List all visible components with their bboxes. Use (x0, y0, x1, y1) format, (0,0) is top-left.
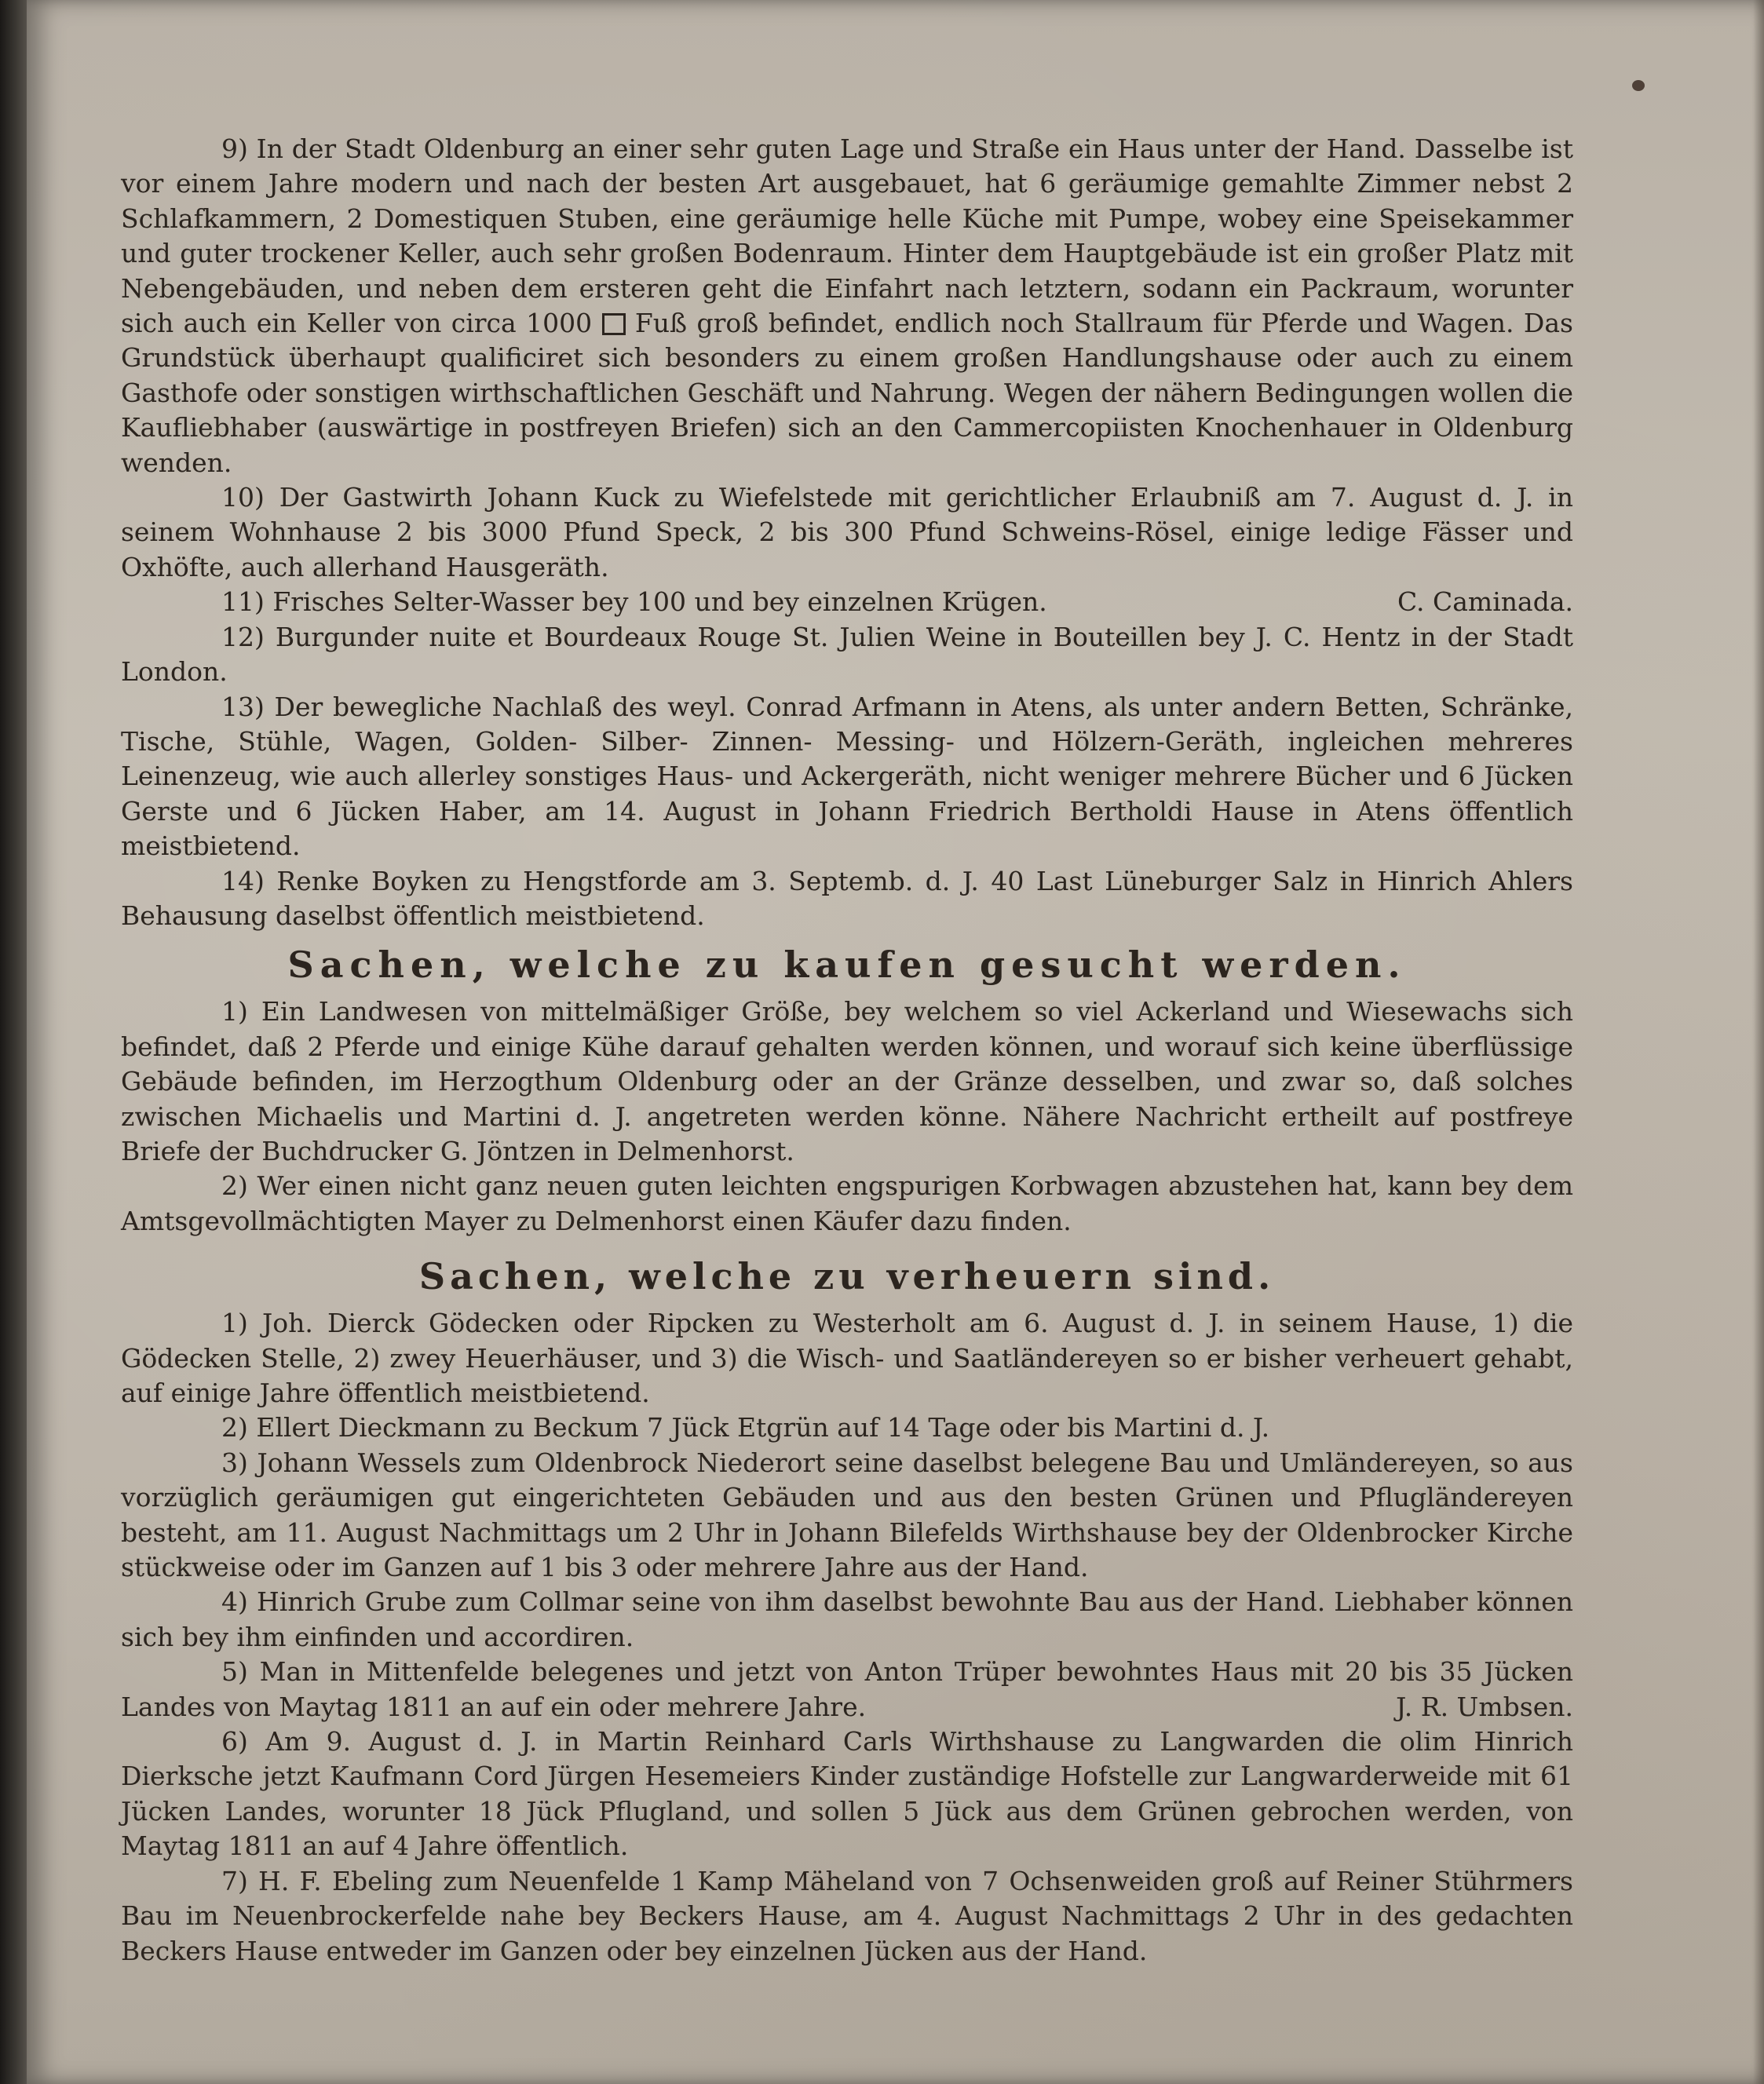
listing-text: 3) Johann Wessels zum Oldenbrock Niederort seine daselbst belegene Bau und Umländereyen, so aus vorzüglich geräumigen gut eingerichteten Gebäuden und aus den besten Grünen und Pflugländereyen besteht, am 11. August Nachmittags um 2 Uhr in Johann Bilefelds Wirthshause bey der Oldenbrocker Kirche stückweise oder im Ganzen auf 1 bis 3 oder mehrere Jahre aus der Hand. (121, 1447, 1573, 1583)
listing-wanted-1 (121, 995, 1573, 1169)
listing-rent-4 (121, 1585, 1573, 1655)
listing-rent-6 (121, 1725, 1573, 1864)
previous-page-edge (0, 0, 27, 2084)
listing-text: 1) Joh. Dierck Gödecken oder Ripcken zu Westerholt am 6. August d. J. in seinem Hause, 1) die Gödecken Stelle, 2) zwey Heuerhäuser, und 3) die Wisch- und Saatländereyen so er bisher verheuert gehabt, auf einige Jahre öffentlich meistbietend. (121, 1308, 1573, 1408)
section-heading-rent: Sachen, welche zu verheuern sind. (418, 1255, 1276, 1298)
listing-rent-7 (121, 1864, 1573, 1969)
listing-text: 7) H. F. Ebeling zum Neuenfelde 1 Kamp Mäheland von 7 Ochsenweiden groß auf Reiner Stührmers Bau im Neuenbrockerfelde nahe bey Beckers Hause, am 4. August Nachmittags 2 Uhr in des gedachten Beckers Hause entweder im Ganzen oder bey einzelnen Jücken aus der Hand. (121, 1865, 1573, 1966)
listing-text: 12) Burgunder nuite et Bourdeaux Rouge St. Julien Weine in Bouteillen bey J. C. Hentz in der Stadt London. (121, 621, 1573, 688)
listing-sale-11 (121, 585, 1573, 619)
listing-text: 5) Man in Mittenfelde belegenes und jetzt von Anton Trüper bewohntes Haus mit 20 bis 35 Jücken Landes von Maytag 1811 an auf ein oder mehrere Jahre. (121, 1656, 1573, 1722)
listing-sale-13 (121, 690, 1573, 864)
listing-text: 10) Der Gastwirth Johann Kuck zu Wiefelstede mit gerichtlicher Erlaubniß am 7. August d. J. in seinem Wohnhause 2 bis 3000 Pfund Speck, 2 bis 300 Pfund Schweins-Rösel, einige ledige Fässer und Oxhöfte, auch allerhand Hausgeräth. (121, 482, 1573, 582)
page-text (121, 132, 1573, 1969)
listing-signature: J. R. Umbsen. (1396, 1691, 1573, 1722)
listing-text: 6) Am 9. August d. J. in Martin Reinhard Carls Wirthshause zu Langwarden die olim Hinrich Dierksche jetzt Kaufmann Cord Jürgen Hesemeiers Kinder zuständige Hofstelle zur Langwarderweide mit 61 Jücken Landes, worunter 18 Jück Pflugland, und sollen 5 Jück aus dem Grünen gebrochen werden, von Maytag 1811 an auf 4 Jahre öffentlich. (121, 1726, 1573, 1862)
listing-text: 4) Hinrich Grube zum Collmar seine von ihm daselbst bewohnte Bau aus der Hand. Liebhaber können sich bey ihm einfinden und accordiren. (121, 1586, 1573, 1652)
listing-text: 11) Frisches Selter-Wasser bey 100 und bey einzelnen Krügen. (221, 586, 1047, 618)
listing-text-continued: Fuß groß befindet, endlich noch Stallraum für Pferde und Wagen. Das Grundstück überhaupt qualificiret sich besonders zu einem großen Handlungshause oder auch zu einem Gasthofe oder sonstigen wirthschaftlichen Geschäft und Nahrung. Wegen der nähern Bedingungen wollen die Kaufliebhaber (auswärtige in postfreyen Briefen) sich an den Cammercopiisten Knochenhauer in Oldenburg wenden. (121, 308, 1573, 478)
listing-text: 2) Wer einen nicht ganz neuen guten leichten engspurigen Korbwagen abzustehen hat, kann bey dem Amtsgevollmächtigten Mayer zu Delmenhorst einen Käufer dazu finden. (121, 1170, 1573, 1236)
listing-rent-2 (121, 1411, 1573, 1445)
listing-text: 2) Ellert Dieckmann zu Beckum 7 Jück Etgrün auf 14 Tage oder bis Martini d. J. (221, 1412, 1270, 1443)
listing-sale-14 (121, 864, 1573, 934)
listing-text: 1) Ein Landwesen von mittelmäßiger Größe, bey welchem so viel Ackerland und Wiesewachs sich befindet, daß 2 Pferde und einige Kühe darauf gehalten werden können, und worauf sich keine überflüssige Gebäude befinden, im Herzogthum Oldenburg oder an der Gränze desselben, und zwar so, daß solches zwischen Michaelis und Martini d. J. angetreten werden könne. Nähere Nachricht ertheilt auf postfreye Briefe der Buchdrucker G. Jöntzen in Delmenhorst. (121, 996, 1573, 1166)
listing-text: 13) Der bewegliche Nachlaß des weyl. Conrad Arfmann in Atens, als unter andern Betten, Schränke, Tische, Stühle, Wagen, Golden- Silber- Zinnen- Messing- und Hölzern-Geräth, ingleichen mehreres Leinenzeug, wie auch allerley sonstiges Haus- und Ackergeräth, nicht weniger mehrere Bücher und 6 Jücken Gerste und 6 Jücken Haber, am 14. August in Johann Friedrich Bertholdi Hause in Atens öffentlich meistbietend. (121, 691, 1573, 862)
listing-sale-9 (121, 132, 1573, 480)
listing-sale-10 (121, 480, 1573, 585)
square-symbol (602, 313, 626, 335)
listing-text: 9) In der Stadt Oldenburg an einer sehr guten Lage und Straße ein Haus unter der Hand. Dasselbe ist vor einem Jahre modern und nach der besten Art ausgebauet, hat 6 geräumige gemahlte Zimmer nebst 2 Schlafkammern, 2 Domestiquen Stuben, eine geräumige helle Küche mit Pumpe, wobey eine Speisekammer und guter trockener Keller, auch sehr großen Bodenraum. Hinter dem Hauptgebäude ist ein großer Platz mit Nebengebäuden, und neben dem ersteren geht die Einfahrt nach letztern, sodann ein Packraum, worunter sich auch ein Keller von circa 1000 (121, 133, 1573, 339)
listing-rent-5 (121, 1655, 1573, 1725)
listing-text: 14) Renke Boyken zu Hengstforde am 3. Septemb. d. J. 40 Last Lüneburger Salz in Hinrich Ahlers Behausung daselbst öffentlich meistbietend. (121, 865, 1573, 931)
listing-signature: C. Caminada. (1397, 586, 1573, 618)
ink-spot (1632, 80, 1645, 91)
listing-wanted-2 (121, 1169, 1573, 1239)
listing-sale-12 (121, 620, 1573, 690)
section-heading-wanted: Sachen, welche zu kaufen gesucht werden. (287, 943, 1407, 987)
listing-rent-3 (121, 1446, 1573, 1586)
listing-rent-1 (121, 1306, 1573, 1411)
newspaper-page (27, 0, 1764, 2084)
page-edge-shadow (1753, 0, 1764, 2084)
